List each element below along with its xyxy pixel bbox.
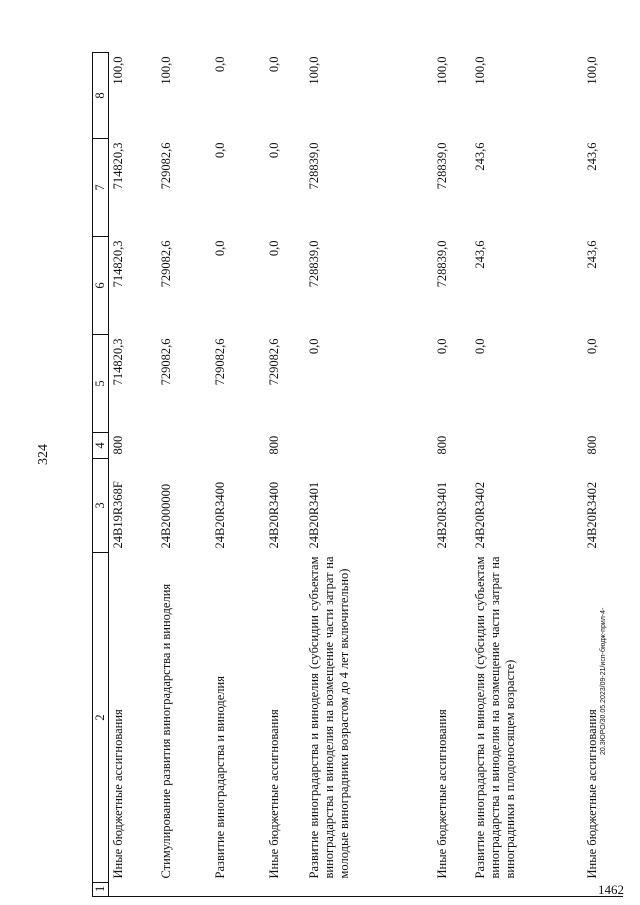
- header-col-3: 3: [93, 459, 109, 553]
- row-name: Иные бюджетные ассигнования: [266, 709, 281, 879]
- row-value-6: 714820,3: [111, 240, 125, 288]
- table-row: [471, 53, 583, 897]
- row-value-6: 728839,0: [306, 240, 321, 288]
- header-col-7: 7: [93, 139, 109, 237]
- row-value-7: 714820,3: [111, 142, 125, 190]
- sheet-number: 1462: [598, 882, 624, 897]
- row-vr: 800: [434, 435, 449, 455]
- table-row: [265, 53, 305, 897]
- row-value-7: 0,0: [266, 142, 281, 159]
- row-value-8: 100,0: [472, 56, 487, 85]
- header-col-6: 6: [93, 237, 109, 335]
- header-col-2: 2: [93, 553, 109, 883]
- row-value-7: 243,6: [472, 142, 487, 171]
- row-value-6: 0,0: [212, 240, 227, 257]
- row-name: Развитие виноградарства и виноделия (субсидии субъектам виноградарства и виноделия на возмещение части затрат на виноградники в плодоносящем возрасте): [472, 556, 517, 879]
- table-row: [305, 53, 433, 897]
- header-col-4: 4: [93, 433, 109, 459]
- header-col-5: 5: [93, 335, 109, 433]
- row-code: 24B20R3401: [306, 481, 321, 549]
- row-value-5: 714820,3: [111, 338, 125, 386]
- table-row: [433, 53, 471, 897]
- row-value-7: 728839,0: [306, 142, 321, 190]
- row-name: Стимулирование развития виноградарства и виноделия: [158, 583, 173, 879]
- footer-stamp: 20.3ЮРО/30.05.2023/09-21/исп-бюдж-прил-4-: [600, 607, 607, 755]
- table-row: [157, 53, 211, 897]
- row-vr: 800: [111, 435, 125, 455]
- header-col-1: 1: [93, 883, 109, 897]
- row-value-6: 0,0: [266, 240, 281, 257]
- budget-table: [92, 52, 623, 897]
- row-value-7: 0,0: [212, 142, 227, 159]
- row-code: 24B19R368F: [111, 481, 125, 549]
- row-value-5: 0,0: [472, 338, 487, 355]
- row-name: Развитие виноградарства и виноделия (субсидии субъектам виноградарства и виноделия на возмещение части затрат на молодые виноградники возрастом до 4 лет включительно): [306, 556, 351, 879]
- header-col-8: 8: [93, 53, 109, 139]
- row-value-8: 100,0: [584, 56, 599, 85]
- row-value-7: 243,6: [584, 142, 599, 171]
- row-value-5: 729082,6: [212, 338, 227, 386]
- row-name: Развитие виноградарства и виноделия: [212, 676, 227, 879]
- row-value-7: 728839,0: [434, 142, 449, 190]
- row-code: 24B20R3400: [266, 481, 281, 549]
- row-vr: [305, 433, 433, 459]
- row-value-8: 100,0: [158, 56, 173, 85]
- table-row: [583, 53, 623, 897]
- table-row: [109, 53, 157, 897]
- row-value-7: 729082,6: [158, 142, 173, 190]
- table-row: [211, 53, 265, 897]
- row-code: 24B2000000: [158, 483, 173, 549]
- row-vr: [211, 433, 265, 459]
- row-value-8: 0,0: [266, 56, 281, 73]
- row-name: Иные бюджетные ассигнования: [434, 709, 449, 879]
- row-name: Иные бюджетные ассигнования: [584, 709, 599, 879]
- row-value-6: 243,6: [584, 240, 599, 269]
- row-value-6: 243,6: [472, 240, 487, 269]
- table-header-row: [93, 53, 109, 897]
- row-code: 24B20R3402: [472, 481, 487, 549]
- row-value-5: 729082,6: [266, 338, 281, 386]
- row-vr: [157, 433, 211, 459]
- row-value-8: 100,0: [434, 56, 449, 85]
- row-vr: [471, 433, 583, 459]
- row-value-5: 0,0: [584, 338, 599, 355]
- row-vr: 800: [266, 435, 281, 455]
- row-value-5: 0,0: [434, 338, 449, 355]
- row-value-8: 0,0: [212, 56, 227, 73]
- row-value-5: 729082,6: [158, 338, 173, 386]
- page-number: 324: [36, 444, 51, 465]
- row-value-8: 100,0: [111, 56, 125, 85]
- row-value-5: 0,0: [306, 338, 321, 355]
- row-value-6: 728839,0: [434, 240, 449, 288]
- row-vr: 800: [584, 435, 599, 455]
- row-code: 24B20R3401: [434, 481, 449, 549]
- row-value-8: 100,0: [306, 56, 321, 85]
- row-code: 24B20R3402: [584, 481, 599, 549]
- row-name: Иные бюджетные ассигнования: [111, 709, 125, 879]
- row-code: 24B20R3400: [212, 481, 227, 549]
- row-value-6: 729082,6: [158, 240, 173, 288]
